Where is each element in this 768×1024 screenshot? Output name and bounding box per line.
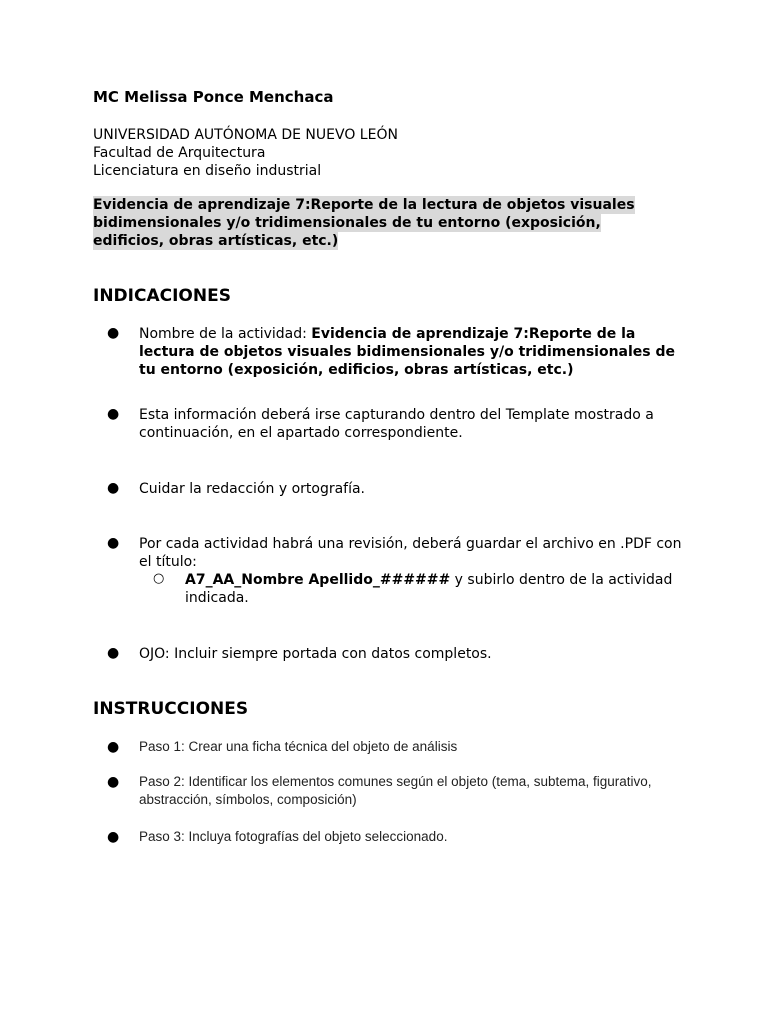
bullet-icon: ●	[107, 774, 120, 790]
bullet-icon: ●	[107, 739, 120, 755]
step-3: Paso 3: Incluya fotografías del objeto seleccionado.	[139, 829, 448, 844]
program-name: Licenciatura en diseño industrial	[93, 163, 322, 179]
bullet-icon: ●	[107, 645, 120, 661]
filename-rest: y subirlo dentro de la actividad indicada.	[185, 572, 673, 606]
bullet-icon: ●	[107, 480, 120, 496]
bullet-icon: ●	[107, 325, 120, 341]
bullet-icon: ●	[107, 829, 120, 845]
indicaciones-heading: INDICACIONES	[93, 286, 231, 306]
indicacion-item-cover: OJO: Incluir siempre portada con datos completos.	[139, 646, 492, 662]
bullet-icon: ●	[107, 406, 120, 422]
institution-block	[93, 126, 398, 180]
activity-title-highlighted	[93, 196, 673, 250]
bullet-icon: ●	[107, 535, 120, 551]
filename-pattern: A7_AA_Nombre Apellido_######	[185, 572, 451, 588]
indicacion-item-revision: Por cada actividad habrá una revisión, deberá guardar el archivo en .PDF con el título:	[139, 536, 682, 570]
highlighted-title-text: Evidencia de aprendizaje 7:Reporte de la lectura de objetos visuales bidimensionales y/o tridimensionales de tu entorno (exposición, edificios, obras artísticas, etc.)	[93, 197, 635, 249]
step-1: Paso 1: Crear una ficha técnica del objeto de análisis	[139, 739, 458, 754]
filename-instruction	[185, 571, 685, 607]
university-name: UNIVERSIDAD AUTÓNOMA DE NUEVO LEÓN	[93, 127, 398, 143]
indicacion-item-template: Esta información deberá irse capturando dentro del Template mostrado a continuación, en el apartado correspondiente.	[139, 407, 654, 441]
indicacion-item-activity-name	[139, 325, 687, 379]
sub-bullet-icon: ○	[153, 571, 165, 586]
indicacion-item-writing: Cuidar la redacción y ortografía.	[139, 481, 366, 497]
faculty-name: Facultad de Arquitectura	[93, 145, 266, 161]
step-2: Paso 2: Identificar los elementos comunes según el objeto (tema, subtema, figurativo, abstracción, símbolos, composición)	[139, 774, 652, 807]
instrucciones-heading: INSTRUCCIONES	[93, 699, 249, 719]
item-prefix: Nombre de la actividad:	[139, 326, 312, 342]
author-name: MC Melissa Ponce Menchaca	[93, 88, 334, 106]
item-bold-title: Evidencia de aprendizaje 7:Reporte de la lectura de objetos visuales bidimensionales y/o tridimensionales de tu entorno (exposición, edificios, obras artísticas, etc.)	[139, 326, 676, 378]
